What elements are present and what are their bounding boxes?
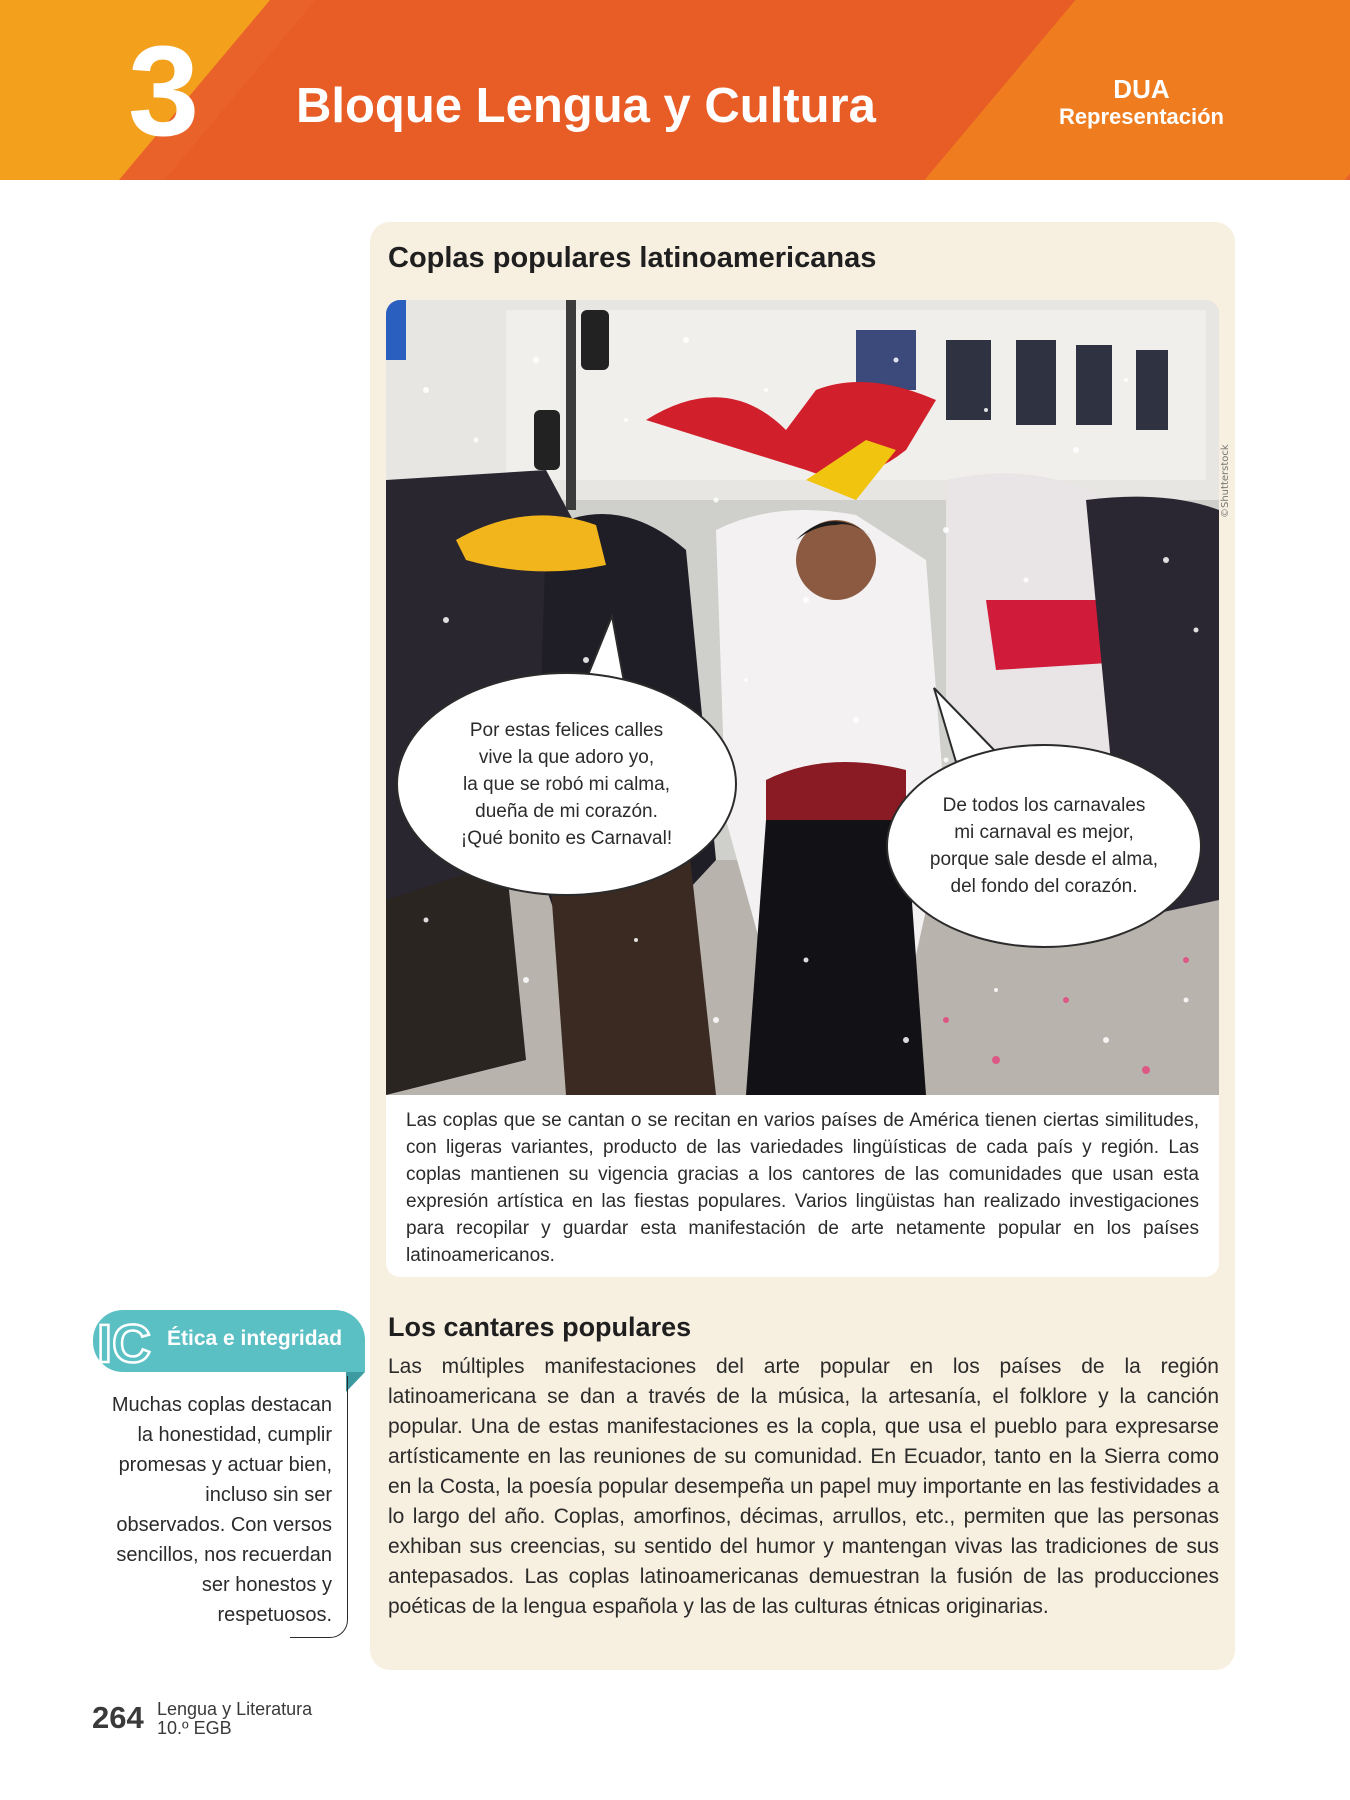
bubble-left-line: dueña de mi corazón.	[475, 800, 658, 822]
bubble-right-line: del fondo del corazón.	[950, 876, 1138, 897]
ethics-body: Muchas coplas destacan la honestidad, cumplir promesas y actuar bien, incluso sin ser observados. Con versos sencillos, nos recuerdan ser honestos y respetuosos.	[111, 1394, 332, 1626]
section-title: Los cantares populares	[388, 1312, 692, 1342]
ethics-tab	[93, 1310, 365, 1372]
ic-badge-text: IC	[97, 1314, 151, 1368]
unit-number: 3	[128, 20, 200, 163]
grade-label: 10.º EGB	[157, 1718, 232, 1738]
dua-label	[1059, 74, 1224, 130]
dua-title: DUA	[1113, 74, 1170, 104]
block-title: Bloque Lengua y Cultura	[296, 79, 876, 133]
dua-subtitle: Representación	[1058, 104, 1224, 129]
speech-bubble-right	[886, 744, 1202, 948]
chapter-header	[0, 0, 1350, 180]
bubble-left-line: ¡Qué bonito es Carnaval!	[460, 827, 673, 849]
photo-credit: ©Shutterstock	[1220, 444, 1231, 518]
footer-book-info	[157, 1700, 312, 1738]
page-number: 264	[92, 1700, 144, 1735]
book-title: Lengua y Literatura	[157, 1699, 313, 1719]
ethics-label: Ética e integridad	[167, 1327, 343, 1350]
card-title: Coplas populares latinoamericanas	[388, 242, 877, 274]
coplas-card	[370, 222, 1235, 1670]
speech-bubble-left	[396, 672, 737, 896]
section-body: Las múltiples manifestaciones del arte popular en los países de la región latinoamericana se dan a través de la música, la artesanía, el folklore y la canción popular. Una de estas manifestaciones es la copla, que usa el pueblo para expresarse artísticamente en las reuniones de su comunidad. En Ecuador, tanto en la Sierra como en la Costa, la poesía popular desempeña un papel muy importante en las festividades a lo largo del año. Coplas, amorfinos, décimas, arrullos, etc., permiten que las personas exhiban sus creencias, su sentido del humor y mantengan vivas las tradiciones de sus antepasados. Las coplas latinoamericanas demuestran la fusión de las producciones poéticas de la lengua española y las de las culturas étnicas originarias.	[388, 1355, 1219, 1618]
bubble-right-line: De todos los carnavales	[942, 795, 1146, 816]
bubble-left-line: vive la que adoro yo,	[478, 746, 655, 768]
bubble-left-line: Por estas felices calles	[469, 719, 664, 741]
bubble-right-line: mi carnaval es mejor,	[954, 822, 1134, 843]
bubble-right-line: porque sale desde el alma,	[929, 849, 1159, 870]
ic-badge-icon	[95, 1314, 157, 1368]
bubble-left-line: la que se robó mi calma,	[462, 773, 670, 795]
carnival-photo	[386, 300, 1219, 1095]
photo-caption: Las coplas que se cantan o se recitan en varios países de América tienen ciertas similitudes, con ligeras variantes, producto de las variedades lingüísticas de cada país y región. Las coplas mantienen su vigencia gracias a los cantores de las comunidades que usan esta expresión artística en las fiestas populares. Varios lingüistas han realizado investigaciones para recopilar y guardar esta manifestación de arte netamente popular en los países latinoamericanos.	[386, 1095, 1219, 1277]
ethics-tab-fold	[346, 1372, 365, 1392]
